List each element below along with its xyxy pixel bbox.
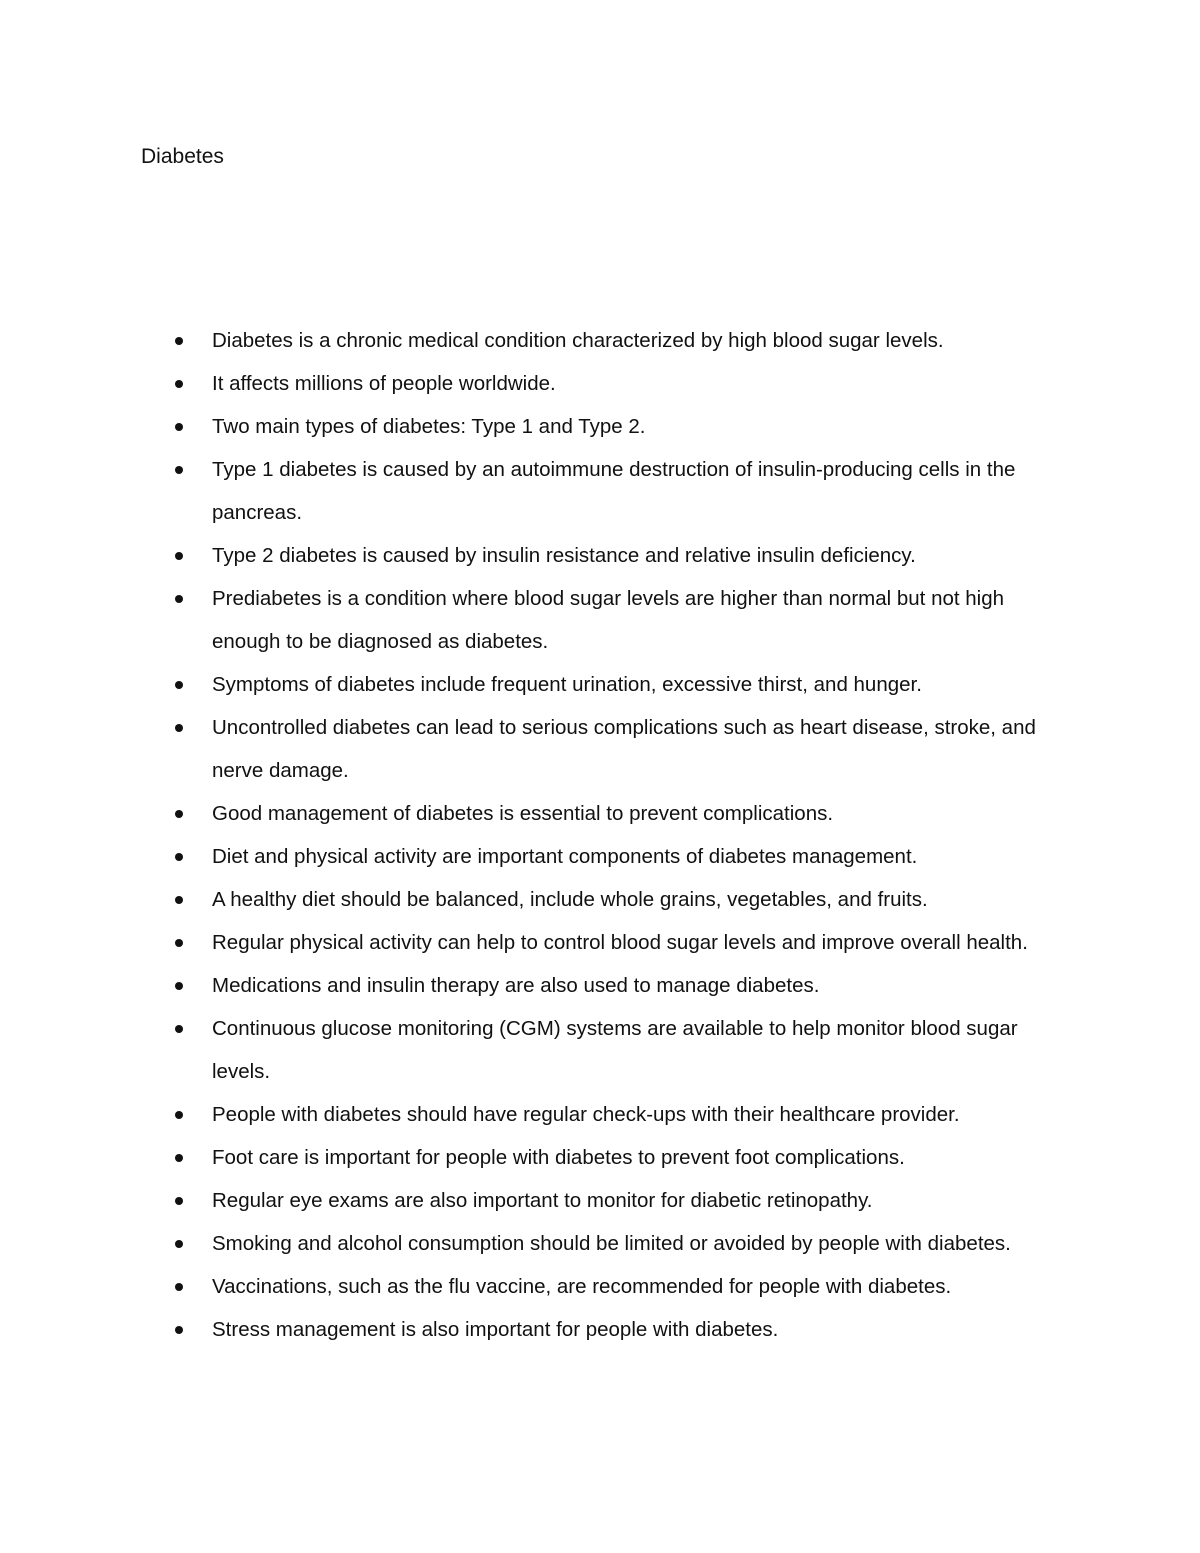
bullet-icon <box>175 595 183 603</box>
document-title: Diabetes <box>141 145 224 168</box>
list-item-text: Vaccinations, such as the flu vaccine, are recommended for people with diabetes. <box>212 1275 952 1298</box>
list-item <box>212 534 1072 577</box>
list-item-text: Prediabetes is a condition where blood sugar levels are higher than normal but not high enough to be diagnosed as diabetes. <box>212 587 1005 653</box>
list-item-text: Uncontrolled diabetes can lead to serious complications such as heart disease, stroke, and nerve damage. <box>212 716 1036 782</box>
bullet-icon <box>175 1154 183 1162</box>
list-item <box>212 835 1072 878</box>
list-item-text: Stress management is also important for people with diabetes. <box>212 1318 779 1341</box>
list-item <box>212 1179 1072 1222</box>
bullet-icon <box>175 724 183 732</box>
list-item <box>212 1265 1072 1308</box>
list-item-text: It affects millions of people worldwide. <box>212 372 556 395</box>
list-item-text: Continuous glucose monitoring (CGM) systems are available to help monitor blood sugar levels. <box>212 1017 1018 1083</box>
bullet-icon <box>175 1197 183 1205</box>
bullet-icon <box>175 896 183 904</box>
list-item-text: Good management of diabetes is essential to prevent complications. <box>212 802 834 825</box>
list-item <box>212 362 1072 405</box>
bullet-icon <box>175 1283 183 1291</box>
list-item <box>212 878 1072 921</box>
bullet-icon <box>175 337 183 345</box>
bullet-icon <box>175 466 183 474</box>
list-item <box>212 1007 1072 1093</box>
list-item-text: Symptoms of diabetes include frequent urination, excessive thirst, and hunger. <box>212 673 922 696</box>
list-item-text: People with diabetes should have regular check-ups with their healthcare provider. <box>212 1103 960 1126</box>
list-item <box>212 921 1072 964</box>
list-item <box>212 706 1072 792</box>
list-item <box>212 1136 1072 1179</box>
list-item-text: Two main types of diabetes: Type 1 and Type 2. <box>212 415 646 438</box>
list-item <box>212 448 1072 534</box>
list-item-text: Diabetes is a chronic medical condition characterized by high blood sugar levels. <box>212 329 944 352</box>
list-item <box>212 964 1072 1007</box>
bullet-icon <box>175 681 183 689</box>
list-item-text: Regular physical activity can help to control blood sugar levels and improve overall health. <box>212 931 1028 954</box>
bullet-icon <box>175 982 183 990</box>
list-item-text: Foot care is important for people with diabetes to prevent foot complications. <box>212 1146 905 1169</box>
bullet-icon <box>175 810 183 818</box>
list-item-text: Regular eye exams are also important to monitor for diabetic retinopathy. <box>212 1189 873 1212</box>
bullet-icon <box>175 853 183 861</box>
list-item-text: A healthy diet should be balanced, include whole grains, vegetables, and fruits. <box>212 888 928 911</box>
list-item <box>212 405 1072 448</box>
list-item-text: Smoking and alcohol consumption should be limited or avoided by people with diabetes. <box>212 1232 1011 1255</box>
bullet-icon <box>175 423 183 431</box>
list-item-text: Type 1 diabetes is caused by an autoimmune destruction of insulin-producing cells in the pancreas. <box>212 458 1016 524</box>
list-item-text: Type 2 diabetes is caused by insulin resistance and relative insulin deficiency. <box>212 544 916 567</box>
list-item <box>212 1093 1072 1136</box>
list-item-text: Diet and physical activity are important components of diabetes management. <box>212 845 918 868</box>
list-item <box>212 1308 1072 1351</box>
bullet-icon <box>175 1111 183 1119</box>
bullet-icon <box>175 1025 183 1033</box>
list-item <box>212 792 1072 835</box>
bullet-icon <box>175 380 183 388</box>
list-item <box>212 663 1072 706</box>
list-item-text: Medications and insulin therapy are also used to manage diabetes. <box>212 974 820 997</box>
list-item <box>212 319 1072 362</box>
bullet-list <box>212 319 1072 1351</box>
bullet-icon <box>175 552 183 560</box>
list-item <box>212 577 1072 663</box>
bullet-icon <box>175 1326 183 1334</box>
bullet-icon <box>175 939 183 947</box>
list-item <box>212 1222 1072 1265</box>
bullet-icon <box>175 1240 183 1248</box>
